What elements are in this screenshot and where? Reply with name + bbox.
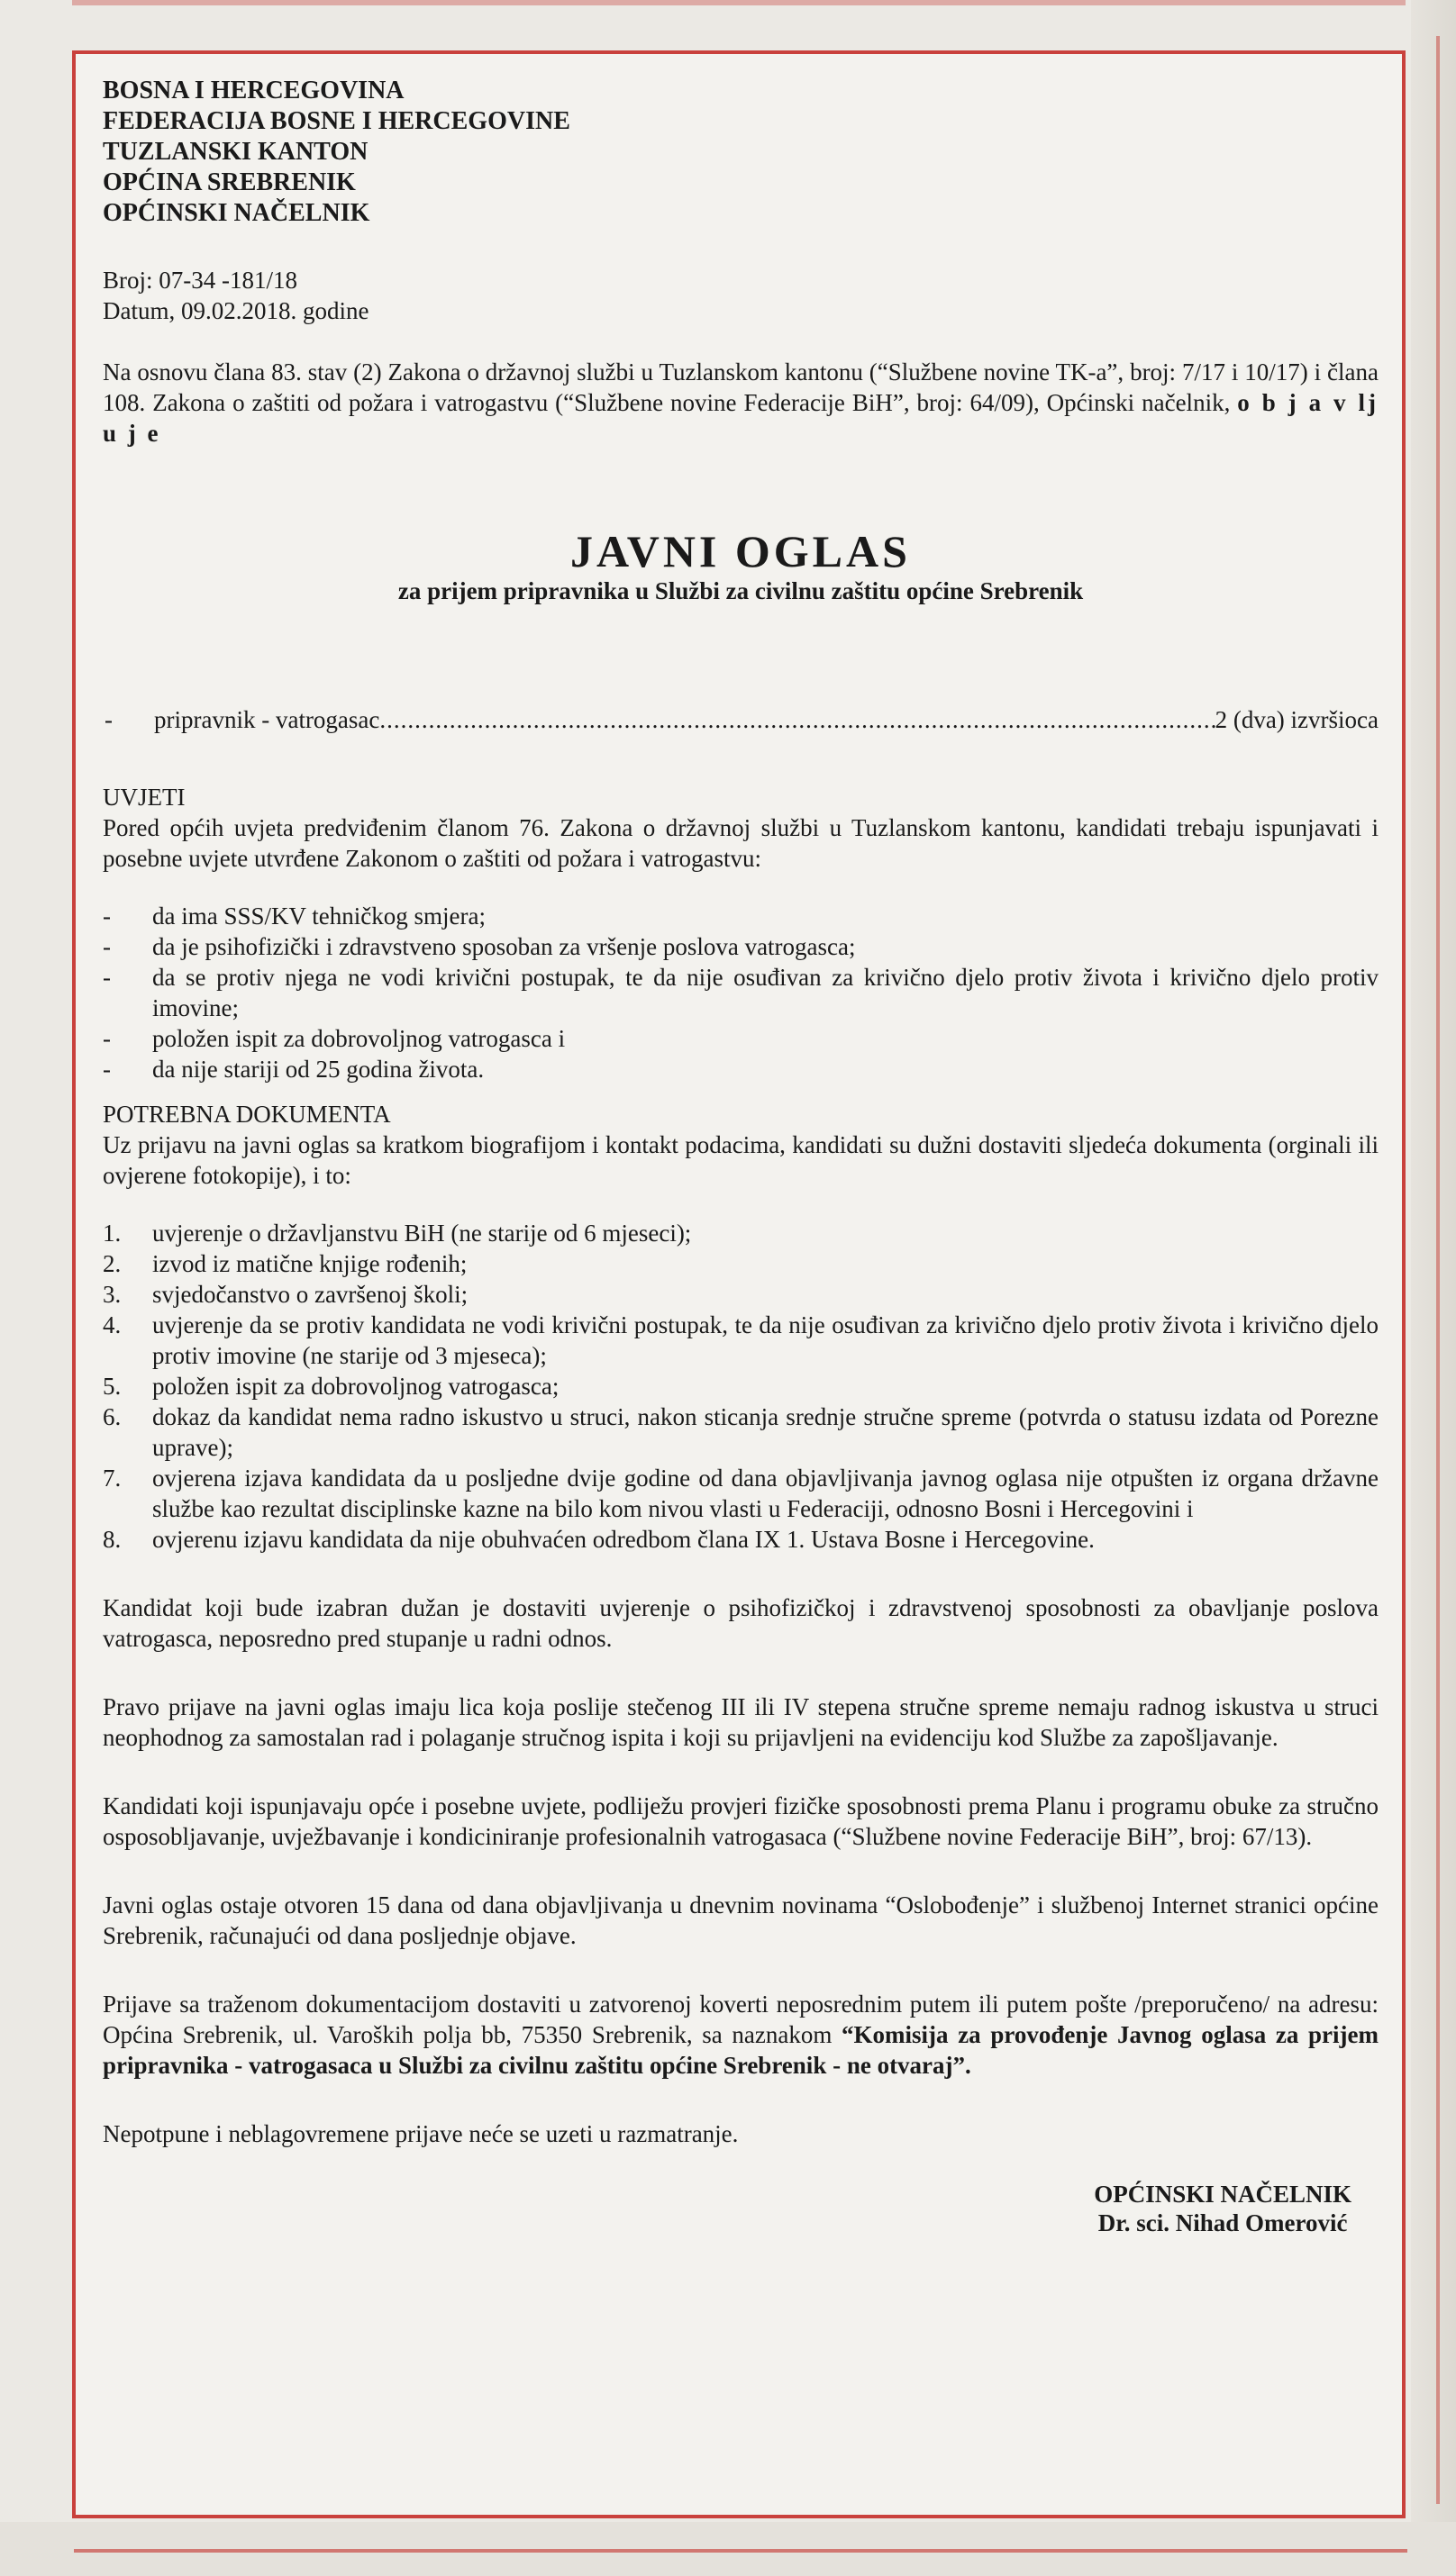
submission-text: Prijave sa traženom dokumentacijom dostaviti u zatvorenoj koverti neposrednim putem ili putem pošte /preporučeno/ na adresu: Općina Srebrenik, ul. Varoških polja bb, 75350 Srebrenik, sa naznakom [103, 1991, 1379, 2048]
list-item: 1. uvjerenje o državljanstvu BiH (ne starije od 6 mjeseci); [103, 1220, 692, 1247]
position-dash: - [105, 706, 113, 733]
public-notice [72, 50, 1406, 2518]
section-heading-uvjeti: UVJETI [103, 784, 186, 811]
list-item: 4. uvjerenje da se protiv kandidata ne vodi krivični postupak, te da nije osuđivan za krivično djelo protiv života i krivično djelo protiv imovine (ne starije od 3 mjeseca); [103, 1311, 1379, 1369]
issuer-line: FEDERACIJA BOSNE I HERCEGOVINE [103, 107, 570, 135]
adjacent-ad-strip [0, 2522, 1456, 2576]
list-item: - položen ispit za dobrovoljnog vatrogasca i [103, 1025, 566, 1052]
intro-paragraph [103, 357, 1379, 449]
list-item: 3. svjedočanstvo o završenoj školi; [103, 1281, 469, 1308]
signature-block [103, 2180, 1379, 2237]
dokumenta-text: Uz prijavu na javni oglas sa kratkom biografijom i kontakt podacima, kandidati su dužni dostaviti sljedeća dokumenta (orginali ili ovjerene fotokopije), i to: [103, 1131, 1379, 1189]
list-item: - da je psihofizički i zdravstveno sposoban za vršenje poslova vatrogasca; [103, 933, 856, 960]
issuer-line: TUZLANSKI KANTON [103, 138, 369, 166]
notice-title: JAVNI OGLAS [570, 526, 911, 576]
paragraph-health: Kandidat koji bude izabran dužan je dostaviti uvjerenje o psihofizičkoj i zdravstvenoj sposobnosti za obavljanje poslova vatrogasca, neposredno pred stupanje u radni odnos. [103, 1594, 1379, 1652]
adjacent-page-strip [1411, 0, 1456, 2576]
dokumenta-list [103, 1218, 1379, 1555]
paragraph-submission [103, 1989, 1379, 2081]
issuer-line: OPĆINSKI NAČELNIK [103, 199, 370, 227]
list-item: 7. ovjerena izjava kandidata da u posljedne dvije godine od dana objavljivanja javnog oglasa nije otpušten iz organa državne službe kao rezultat disciplinske kazne na bilo kom nivou vlasti u Federaciji, odnosno Bosni i Hercegovini i [103, 1465, 1379, 1522]
section-heading-dokumenta: POTREBNA DOKUMENTA [103, 1101, 391, 1128]
position-count: 2 (dva) izvršioca [1215, 706, 1379, 733]
position-name: pripravnik - vatrogasac [154, 706, 380, 733]
list-item: - da se protiv njega ne vodi krivični postupak, te da nije osuđivan za krivično djelo protiv života i krivično djelo protiv imovine; [103, 964, 1379, 1021]
leader-dots [379, 704, 1215, 735]
uvjeti-list [103, 901, 1379, 1084]
reference-number: Broj: 07-34 -181/18 [103, 267, 297, 294]
paragraph-closing: Nepotpune i neblagovremene prijave neće se uzeti u razmatranje. [103, 2120, 739, 2147]
list-item: 5. položen ispit za dobrovoljnog vatrogasca; [103, 1373, 560, 1400]
reference-block [103, 265, 1379, 326]
intro-emphasis: o b j a v lj u j e [103, 389, 1379, 447]
paragraph-duration: Javni oglas ostaje otvoren 15 dana od dana objavljivanja u dnevnim novinama “Oslobođenje” i službenoj Internet stranici općine Srebrenik, računajući od dana posljednje objave. [103, 1891, 1379, 1949]
issuer-line: OPĆINA SREBRENIK [103, 168, 356, 196]
notice-subtitle: za prijem pripravnika u Službi za civilnu zaštitu općine Srebrenik [397, 577, 1084, 604]
list-item: 6. dokaz da kandidat nema radno iskustvo u struci, nakon sticanja srednje stručne spreme (potvrda o statusu izdata od Porezne uprave); [103, 1403, 1379, 1461]
signature-name: Dr. sci. Nihad Omerović [1097, 2209, 1348, 2236]
position-line [103, 704, 1379, 735]
intro-text: Na osnovu člana 83. stav (2) Zakona o državnoj službi u Tuzlanskom kantonu (“Službene novine TK-a”, broj: 7/17 i 10/17) i člana 108. Zakona o zaštiti od požara i vatrogastvu (“Službene novine Federacije BiH”, broj: 64/09), Općinski načelnik, [103, 358, 1379, 416]
issuer-line: BOSNA I HERCEGOVINA [103, 77, 405, 104]
list-item: 8. ovjerenu izjavu kandidata da nije obuhvaćen odredbom člana IX 1. Ustava Bosne i Hercegovine. [103, 1526, 1095, 1553]
uvjeti-text: Pored općih uvjeta predviđenim članom 76. Zakona o državnoj službi u Tuzlanskom kantonu, kandidati trebaju ispunjavati i posebne uvjete utvrđene Zakonom o zaštiti od požara i vatrogastvu: [103, 814, 1379, 872]
signature-title: OPĆINSKI NAČELNIK [1094, 2181, 1351, 2208]
list-item: 2. izvod iz matične knjige rođenih; [103, 1250, 468, 1277]
submission-label: “Komisija za provođenje Javnog oglasa za prijem pripravnika - vatrogasaca u Službi za civilnu zaštitu općine Srebrenik - ne otvaraj”. [103, 2021, 1379, 2079]
list-item: - da nije stariji od 25 godina života. [103, 1056, 485, 1083]
reference-date: Datum, 09.02.2018. godine [103, 297, 369, 324]
list-item: - da ima SSS/KV tehničkog smjera; [103, 903, 486, 930]
adjacent-border-top [72, 0, 1406, 5]
paragraph-fitness: Kandidati koji ispunjavaju opće i posebne uvjete, podliježu provjeri fizičke sposobnosti prema Planu i programu obuke za stručno osposobljavanje, uvježbavanje i kondiciniranje profesionalnih vatrogasaca (“Službene novine Federacije BiH”, broj: 67/13). [103, 1792, 1379, 1850]
issuer-block [103, 76, 1379, 229]
paragraph-eligibility: Pravo prijave na javni oglas imaju lica koja poslije stečenog III ili IV stepena stručne spreme nemaju radnog iskustva u struci neophodnog za samostalan rad i polaganje stručnog ispita i koji su prijavljeni na evidenciju kod Službe za zapošljavanje. [103, 1693, 1379, 1751]
